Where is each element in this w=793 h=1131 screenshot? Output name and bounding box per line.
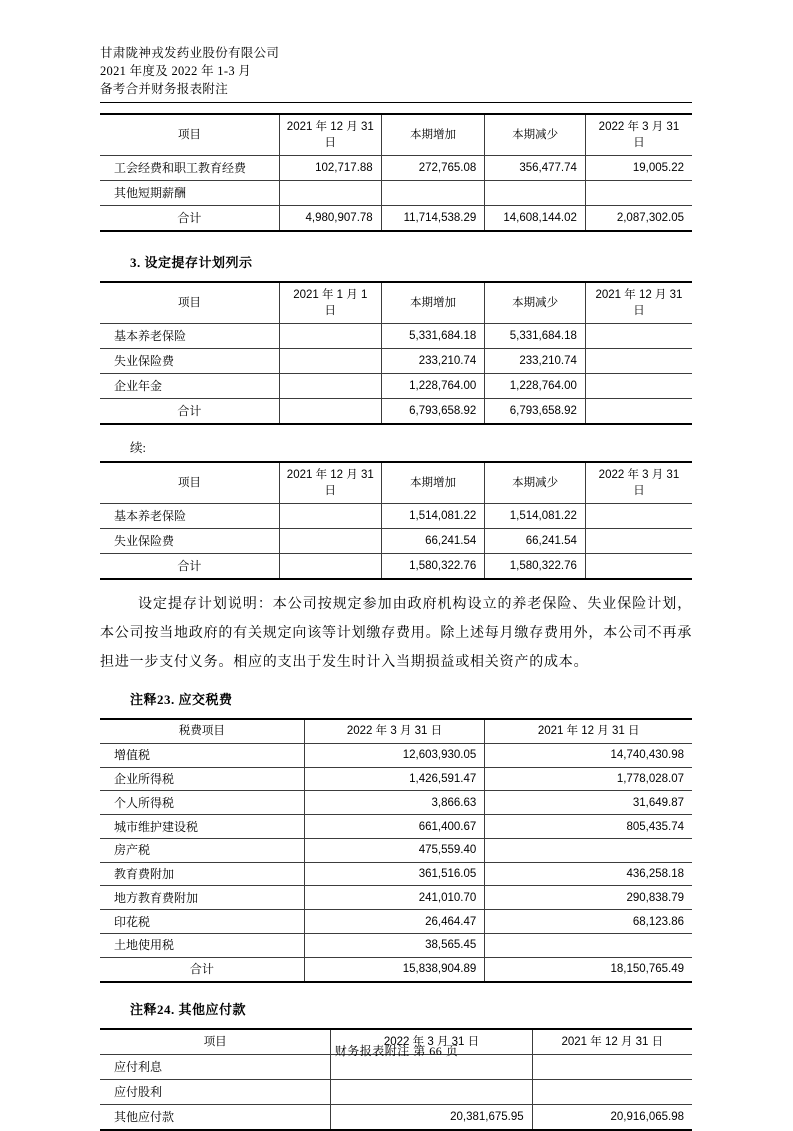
section-title-taxes-payable: 注释23. 应交税费 <box>130 692 233 707</box>
value-cell: 5,331,684.18 <box>485 324 586 349</box>
label-cell: 应付利息 <box>100 1054 331 1079</box>
table-row <box>100 374 692 399</box>
total-row <box>100 957 692 981</box>
value-cell: 1,580,322.76 <box>485 554 586 580</box>
table-row <box>100 934 692 958</box>
value-cell: 20,381,675.95 <box>331 1104 532 1130</box>
section-title-defined-contribution: 3. 设定提存计划列示 <box>130 255 253 270</box>
header-cell: 项目 <box>100 1029 331 1055</box>
value-cell: 6,793,658.92 <box>485 399 586 425</box>
document-title: 备考合并财务报表附注 <box>100 82 229 96</box>
table-row <box>100 838 692 862</box>
header-rule <box>100 102 692 103</box>
label-cell: 企业年金 <box>100 374 279 399</box>
table-row <box>100 743 692 767</box>
value-cell: 14,608,144.02 <box>485 206 586 232</box>
value-cell: 12,603,930.05 <box>304 743 485 767</box>
total-row <box>100 399 692 425</box>
header-cell: 本期增加 <box>381 114 485 156</box>
value-cell: 31,649.87 <box>485 791 692 815</box>
value-cell <box>485 838 692 862</box>
header-cell: 2022 年 3 月 31 日 <box>304 719 485 743</box>
value-cell: 1,778,028.07 <box>485 767 692 791</box>
value-cell: 1,514,081.22 <box>381 504 485 529</box>
header-cell: 2021 年 12 月 31 日 <box>279 462 381 504</box>
defined-contribution-continued-table <box>100 461 692 580</box>
header-cell: 2022 年 3 月 31 日 <box>331 1029 532 1055</box>
value-cell: 2,087,302.05 <box>585 206 692 232</box>
table-header-row <box>100 282 692 324</box>
label-cell: 企业所得税 <box>100 767 304 791</box>
table-row <box>100 349 692 374</box>
value-cell: 233,210.74 <box>381 349 485 374</box>
label-cell: 其他应付款 <box>114 1109 175 1124</box>
value-cell: 475,559.40 <box>304 838 485 862</box>
company-name: 甘肃陇神戎发药业股份有限公司 <box>100 46 280 60</box>
header-cell: 本期减少 <box>485 462 586 504</box>
label-cell: 教育费附加 <box>100 862 304 886</box>
value-cell <box>585 529 692 554</box>
label-cell: 应付股利 <box>100 1079 331 1104</box>
value-cell: 436,258.18 <box>485 862 692 886</box>
value-cell <box>279 529 381 554</box>
value-cell <box>532 1079 692 1104</box>
header-cell: 2022 年 3 月 31 日 <box>585 462 692 504</box>
value-cell <box>585 504 692 529</box>
value-cell: 1,228,764.00 <box>485 374 586 399</box>
value-cell: 290,838.79 <box>485 886 692 910</box>
value-cell <box>585 374 692 399</box>
header-cell: 本期增加 <box>381 462 485 504</box>
total-label-cell: 合计 <box>189 962 214 977</box>
header-cell: 税费项目 <box>100 719 304 743</box>
label-cell: 失业保险费 <box>100 529 279 554</box>
total-row <box>100 554 692 580</box>
table-row <box>100 815 692 839</box>
page-footer: 财务报表附注 第 66 页 <box>334 1044 459 1058</box>
total-label-cell: 合计 <box>177 211 202 225</box>
value-cell: 241,010.70 <box>304 886 485 910</box>
value-cell: 5,331,684.18 <box>381 324 485 349</box>
value-cell: 66,241.54 <box>381 529 485 554</box>
label-cell: 工会经费和职工教育经费 <box>100 156 279 181</box>
value-cell <box>485 181 586 206</box>
label-cell: 城市维护建设税 <box>100 815 304 839</box>
section-title-other-payables: 注释24. 其他应付款 <box>130 1001 247 1017</box>
label-cell: 失业保险费 <box>100 349 279 374</box>
label-cell: 印花税 <box>100 910 304 934</box>
page-header <box>100 44 692 98</box>
value-cell: 4,980,907.78 <box>279 206 381 232</box>
value-cell: 14,740,430.98 <box>485 743 692 767</box>
table-row <box>100 862 692 886</box>
value-cell: 102,717.88 <box>279 156 381 181</box>
header-cell: 2021 年 12 月 31 日 <box>485 719 692 743</box>
value-cell <box>585 554 692 580</box>
header-cell: 2021 年 1 月 1 日 <box>279 282 381 324</box>
label-cell: 基本养老保险 <box>100 504 279 529</box>
header-cell: 本期减少 <box>485 282 586 324</box>
page <box>100 44 692 1131</box>
defined-contribution-table <box>100 281 692 425</box>
value-cell <box>279 374 381 399</box>
defined-contribution-note-paragraph: 设定提存计划说明：本公司按规定参加由政府机构设立的养老保险、失业保险计划，本公司按当地政府的有关规定向该等计划缴存费用。除上述每月缴存费用外，本公司不再承担进一步支付义务。相应的支出于发生时计入当期损益或相关资产的成本。 <box>100 597 692 670</box>
table-header-row <box>100 719 692 743</box>
label-cell: 增值税 <box>100 743 304 767</box>
value-cell <box>585 349 692 374</box>
table-row <box>100 529 692 554</box>
value-cell: 38,565.45 <box>304 934 485 958</box>
value-cell: 66,241.54 <box>485 529 586 554</box>
table-row <box>100 181 692 206</box>
value-cell: 20,916,065.98 <box>532 1104 692 1130</box>
value-cell: 361,516.05 <box>304 862 485 886</box>
value-cell: 11,714,538.29 <box>381 206 485 232</box>
value-cell <box>585 181 692 206</box>
table-header-row <box>100 114 692 156</box>
table-row <box>100 324 692 349</box>
value-cell: 272,765.08 <box>381 156 485 181</box>
header-cell: 本期增加 <box>381 282 485 324</box>
value-cell <box>331 1079 532 1104</box>
value-cell <box>279 399 381 425</box>
value-cell: 68,123.86 <box>485 910 692 934</box>
table-row <box>100 1079 692 1104</box>
table-row <box>100 767 692 791</box>
value-cell: 26,464.47 <box>304 910 485 934</box>
label-cell: 基本养老保险 <box>100 324 279 349</box>
value-cell: 3,866.63 <box>304 791 485 815</box>
table-row <box>100 504 692 529</box>
label-cell: 其他短期薪酬 <box>100 181 279 206</box>
table-row <box>100 156 692 181</box>
value-cell <box>381 181 485 206</box>
short-term-compensation-table <box>100 113 692 232</box>
table-row <box>100 886 692 910</box>
value-cell: 6,793,658.92 <box>381 399 485 425</box>
value-cell: 356,477.74 <box>485 156 586 181</box>
total-label-cell: 合计 <box>177 559 202 573</box>
header-cell: 项目 <box>100 282 279 324</box>
table-row <box>100 791 692 815</box>
value-cell: 1,426,591.47 <box>304 767 485 791</box>
header-cell: 2021 年 12 月 31 日 <box>585 282 692 324</box>
header-cell: 项目 <box>100 462 279 504</box>
label-cell: 地方教育费附加 <box>100 886 304 910</box>
value-cell <box>279 554 381 580</box>
total-label-cell: 合计 <box>177 404 202 418</box>
value-cell: 15,838,904.89 <box>304 957 485 981</box>
header-cell: 2022 年 3 月 31 日 <box>585 114 692 156</box>
total-row <box>100 206 692 232</box>
table-header-row <box>100 462 692 504</box>
value-cell <box>585 324 692 349</box>
value-cell: 19,005.22 <box>585 156 692 181</box>
label-cell: 个人所得税 <box>100 791 304 815</box>
header-cell: 2021 年 12 月 31 日 <box>279 114 381 156</box>
value-cell: 805,435.74 <box>485 815 692 839</box>
value-cell: 233,210.74 <box>485 349 586 374</box>
table-row <box>100 910 692 934</box>
report-period: 2021 年度及 2022 年 1-3 月 <box>100 64 252 78</box>
header-cell: 项目 <box>100 114 279 156</box>
value-cell: 18,150,765.49 <box>485 957 692 981</box>
table-row <box>100 1104 692 1130</box>
header-cell: 本期减少 <box>485 114 586 156</box>
value-cell: 1,514,081.22 <box>485 504 586 529</box>
value-cell: 1,228,764.00 <box>381 374 485 399</box>
label-cell: 土地使用税 <box>100 934 304 958</box>
value-cell <box>279 324 381 349</box>
label-cell: 房产税 <box>100 838 304 862</box>
value-cell: 1,580,322.76 <box>381 554 485 580</box>
taxes-payable-table <box>100 718 692 983</box>
continued-label: 续: <box>130 441 146 455</box>
value-cell <box>585 399 692 425</box>
value-cell: 661,400.67 <box>304 815 485 839</box>
value-cell <box>279 349 381 374</box>
value-cell <box>279 504 381 529</box>
value-cell <box>485 934 692 958</box>
header-cell: 2021 年 12 月 31 日 <box>532 1029 692 1055</box>
value-cell <box>279 181 381 206</box>
